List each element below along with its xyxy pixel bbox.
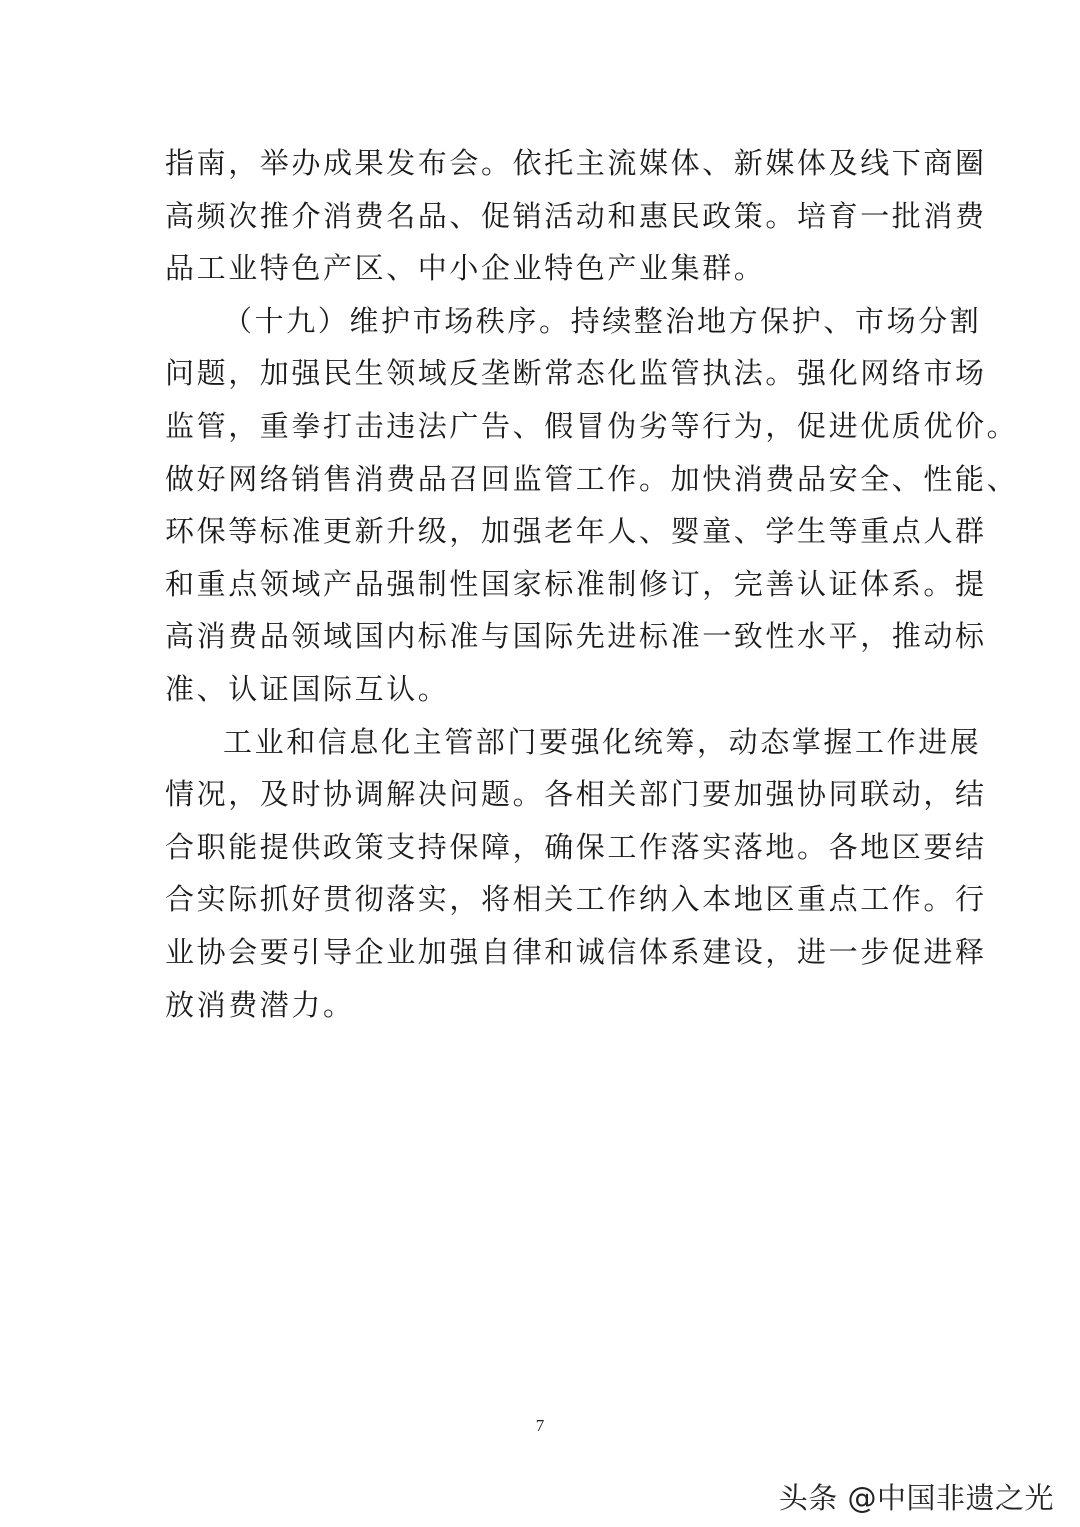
text-line: 准、认证国际互认。 — [165, 671, 450, 706]
text-line: 高消费品领域国内标准与国际先进标准一致性水平，推动标 — [165, 619, 987, 654]
page-number: 7 — [535, 1416, 545, 1435]
text-line: 环保等标准更新升级，加强老年人、婴童、学生等重点人群 — [165, 514, 987, 549]
text-line: 和重点领域产品强制性国家标准制修订，完善认证体系。提 — [165, 566, 987, 601]
text-line: 高频次推介消费名品、促销活动和惠民政策。培育一批消费 — [165, 198, 987, 233]
watermark-text: 头条 @中国非遗之光 — [778, 1481, 1054, 1515]
text-line: 指南，举办成果发布会。依托主流媒体、新媒体及线下商圈 — [165, 146, 987, 180]
text-line: 放消费潜力。 — [165, 987, 355, 1022]
text-line: 情况，及时协调解决问题。各相关部门要加强协同联动，结 — [165, 777, 987, 812]
section-heading-line: （十九）维护市场秩序。持续整治地方保护、市场分割 — [223, 303, 982, 338]
text-line: 监管，重拳打击违法广告、假冒伪劣等行为，促进优质优价。 — [165, 408, 1019, 443]
text-line: 品工业特色产区、中小企业特色产业集群。 — [165, 251, 766, 286]
text-line: 业协会要引导企业加强自律和诚信体系建设，进一步促进释 — [165, 934, 987, 969]
text-line: 做好网络销售消费品召回监管工作。加快消费品安全、性能、 — [165, 461, 1019, 496]
document-body — [165, 137, 1019, 1031]
text-line: 合职能提供政策支持保障，确保工作落实落地。各地区要结 — [165, 829, 987, 864]
text-line: 问题，加强民生领域反垄断常态化监管执法。强化网络市场 — [165, 356, 987, 391]
text-line: 合实际抓好贯彻落实，将相关工作纳入本地区重点工作。行 — [165, 882, 987, 917]
paragraph-start-line: 工业和信息化主管部门要强化统筹，动态掌握工作进展 — [223, 724, 982, 759]
